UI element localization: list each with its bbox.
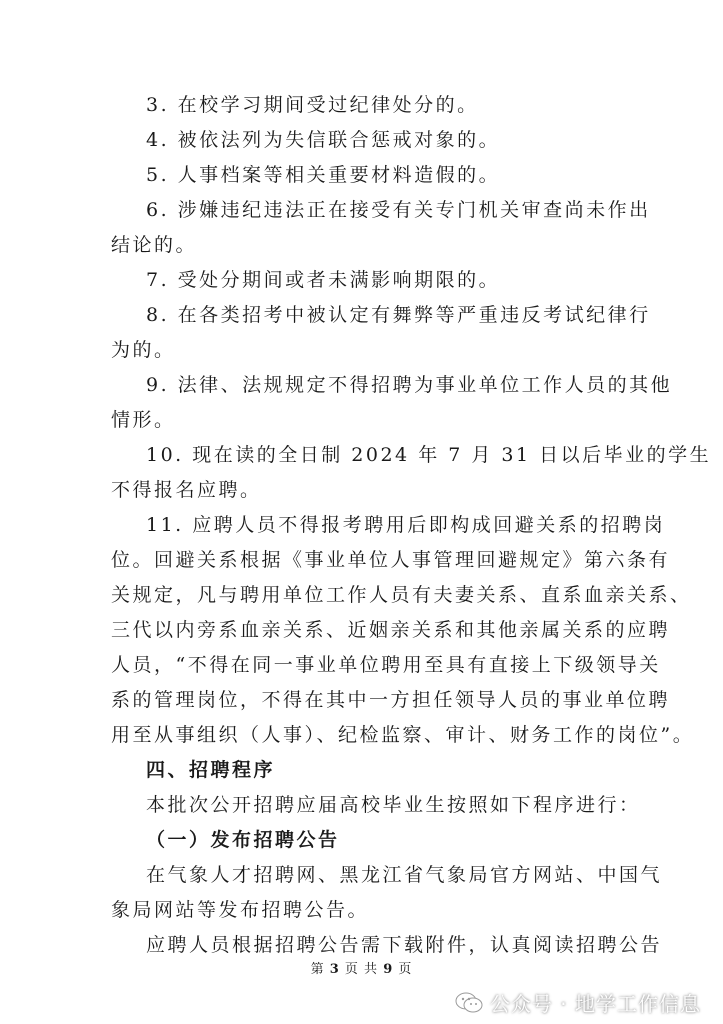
list-item: 9. 法律、法规规定不得招聘为事业单位工作人员的其他: [146, 374, 673, 396]
paragraph-line: 位。回避关系根据《事业单位人事管理回避规定》第六条有: [111, 549, 671, 571]
section-heading: 四、招聘程序: [146, 759, 276, 781]
list-item: 8. 在各类招考中被认定有舞弊等严重违反考试纪律行: [146, 304, 651, 326]
page-mid: 页 共: [344, 962, 379, 977]
page-current: 3: [329, 962, 340, 977]
watermark-text: 公众号 · 地学工作信息: [489, 992, 701, 1016]
paragraph-line: 三代以内旁系血亲关系、近姻亲关系和其他亲属关系的应聘: [111, 619, 671, 641]
paragraph-line: 在气象人才招聘网、黑龙江省气象局官方网站、中国气: [146, 864, 663, 886]
paragraph-line: 不得报名应聘。: [111, 479, 262, 501]
list-item: 7. 受处分期间或者未满影响期限的。: [146, 269, 501, 291]
list-item: 6. 涉嫌违纪违法正在接受有关专门机关审查尚未作出: [146, 199, 651, 221]
list-item: 5. 人事档案等相关重要材料造假的。: [146, 164, 501, 186]
paragraph-line: 本批次公开招聘应届高校毕业生按照如下程序进行：: [146, 794, 641, 816]
paragraph-line: 系的管理岗位，不得在其中一方担任领导人员的事业单位聘: [111, 689, 671, 711]
page-total: 9: [383, 962, 394, 977]
subsection-heading: （一）发布招聘公告: [146, 829, 340, 851]
paragraph-line: 结论的。: [111, 234, 198, 256]
list-item: 4. 被依法列为失信联合惩戒对象的。: [146, 129, 501, 151]
wechat-icon: [454, 991, 484, 1015]
list-item: 3. 在校学习期间受过纪律处分的。: [146, 94, 479, 116]
paragraph-line: 人员，“不得在同一事业单位聘用至具有直接上下级领导关: [111, 654, 661, 676]
paragraph-line: 应聘人员根据招聘公告需下载附件，认真阅读招聘公告: [146, 934, 663, 956]
paragraph-line: 情形。: [111, 409, 176, 431]
paragraph-line: 为的。: [111, 339, 176, 361]
paragraph-line: 关规定，凡与聘用单位工作人员有夫妻关系、直系血亲关系、: [111, 584, 692, 606]
list-item: 11. 应聘人员不得报考聘用后即构成回避关系的招聘岗: [146, 514, 666, 536]
paragraph-line: 用至从事组织（人事）、纪检监察、审计、财务工作的岗位”。: [111, 724, 695, 746]
page-prefix: 第: [310, 962, 325, 977]
page-suffix: 页: [398, 962, 413, 977]
list-item: 10. 现在读的全日制 2024 年 7 月 31 日以后毕业的学生: [146, 444, 712, 466]
paragraph-line: 象局网站等发布招聘公告。: [111, 899, 370, 921]
page-number: [0, 958, 723, 977]
watermark: [454, 988, 701, 1017]
